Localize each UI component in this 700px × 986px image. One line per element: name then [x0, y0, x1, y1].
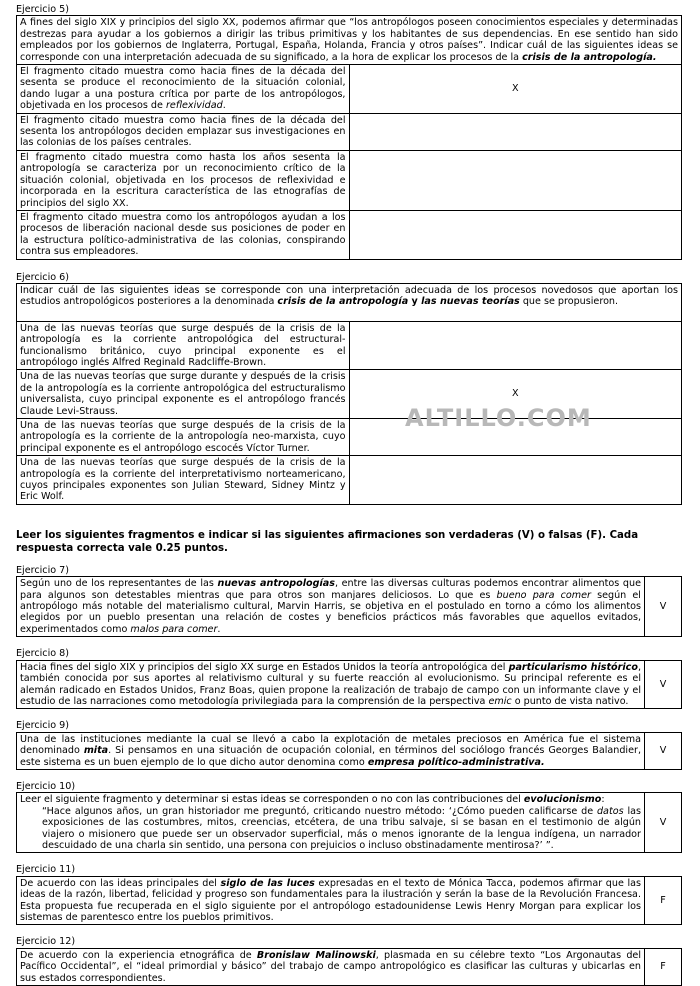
statement-emphasis: mita [83, 745, 109, 757]
statement-text: . Si pensamos en una situación de ocupación colonial, en términos del sociólogo francés Georges Balandier, este sistema es un buen ejemplo de lo que dicho autor denomina como [20, 745, 641, 768]
statement-emphasis: empresa político-administrativa. [367, 756, 545, 768]
exercise-5-option-4[interactable]: El fragmento citado muestra como los antropólogos ayudan a los procesos de liberación nacional desde sus posiciones de poder en la estructura político-administrativa de las colonias, conspirando contra sus empleadores. [17, 210, 350, 259]
exercise-11-answer[interactable]: F [645, 876, 682, 925]
exercise-11-table [16, 876, 682, 926]
exercise-9-answer[interactable]: V [645, 732, 682, 769]
option-text: El fragmento citado muestra como hacia fines de la década del sesenta se produce el reconocimiento de la situación colonial, dando lugar a una postura crítica por parte de los antropólogos, objetivada en los procesos de [20, 66, 346, 112]
exercise-12-table [16, 948, 682, 986]
exercise-8-table [16, 660, 682, 710]
statement-text: , plasmada en su célebre texto “Los Argonautas del Pacífico Occidental”, el “ideal primordial y básico” del trabajo de campo antropológico es clasificar las culturas y ubicarlas en sus estados correspondientes. [20, 949, 642, 984]
exercise-6-option-4-mark[interactable] [349, 456, 682, 505]
watermark: ALTILLO.COM [405, 404, 592, 432]
question-emphasis-2: las nuevas teorías [421, 296, 520, 308]
exercise-12-statement [17, 948, 645, 985]
statement-text: Leer el siguiente fragmento y determinar si estas ideas se corresponden o no con las contribuciones del [20, 794, 524, 806]
exercise-5-option-2-mark[interactable] [349, 113, 682, 150]
exercise-6-option-4[interactable]: Una de las nuevas teorías que surge después de la crisis de la antropología es la corriente del interpretativismo norteamericano, cuyos principales exponentes son Julian Steward, Sidney Mintz y Eric Wolf. [17, 456, 350, 505]
statement-text: Hacia fines del siglo XIX y principios del siglo XX surge en Estados Unidos la teoría antropológica del [20, 661, 509, 673]
exercise-10-intro [20, 794, 641, 805]
statement-text: . [217, 623, 221, 635]
exercise-5-option-1-mark[interactable]: X [349, 65, 682, 114]
quote-emphasis: datos [596, 805, 624, 817]
statement-text: Según uno de los representantes de las [20, 578, 218, 590]
exercise-10-title: Ejercicio 10) [16, 780, 76, 792]
statement-emphasis: emic [488, 695, 512, 707]
statement-text: o punto de vista nativo. [511, 695, 629, 707]
exercise-5-option-2[interactable]: El fragmento citado muestra como hacia fines de la década del sesenta los antropólogos deciden emplazar sus investigaciones en las colonias de los países centrales. [17, 113, 350, 150]
exercise-8-answer[interactable]: V [645, 660, 682, 709]
question-conjunction: y [408, 296, 422, 308]
statement-emphasis: evolucionismo [523, 794, 602, 806]
exercise-6-option-2[interactable]: Una de las nuevas teorías que surge durante y después de la crisis de la antropología es la corriente antropológica del estructuralismo universalista, cuyo principal exponente es el antropólogo francés Claude Levi-Strauss. [17, 370, 350, 419]
statement-text: De acuerdo con la experiencia etnográfica de [20, 949, 257, 961]
exercise-11-statement [17, 876, 645, 925]
statement-emphasis: malos para comer [130, 623, 218, 635]
statement-emphasis: siglo de las luces [220, 877, 315, 889]
question-text: Indicar cuál de las siguientes ideas se corresponde con una interpretación adecuada de los procesos novedosos que aportan los estudios antropológicos posteriores a la denominada [20, 284, 678, 308]
question-emphasis: crisis de la antropología. [522, 51, 657, 63]
exercise-10-statement [17, 793, 645, 853]
exercise-6-option-1[interactable]: Una de las nuevas teorías que surge después de la crisis de la antropología es la corriente antropológica del estructural-funcionalismo británico, cuyo principal exponente es el antropólogo inglés Alfred Reginald Radcliffe-Brown. [17, 321, 350, 370]
exercise-5-option-3[interactable]: El fragmento citado muestra como hasta los años sesenta la antropología se caracteriza por un reconocimiento crítico de la situación colonial, objetivada en los procesos de reflexividad e incorporada en la escritura característica de las etnografías de principios del siglo XX. [17, 150, 350, 210]
question-text-end: que se propusieron. [519, 296, 619, 308]
statement-text: expresadas en el texto de Mónica Tacca, podemos afirmar que las ideas de la razón, libertad, felicidad y progreso son fundamentales para la ilustración y serán la base de la Revolución Francesa. Esta propuesta fue recuperada en el siglo siguiente por el antropólogo estadounidense Lewis Henry Morgan para explicar los sistemas de parentesco entre los pueblos primitivos. [20, 877, 641, 923]
statement-text: , también conocida por sus aportes al relativismo cultural y su fuerte reacción al evolucionismo. Su principal referente es el alemán radicado en Estados Unidos, Franz Boas, quien propone la realización de trabajo de campo con un informante clave y el estudio de las narraciones como metodología privilegiada para la comprensión de la perspectiva [20, 661, 641, 707]
exercise-6-option-1-mark[interactable] [349, 321, 682, 370]
option-emphasis: reflexividad [165, 100, 223, 112]
exercise-11-title: Ejercicio 11) [16, 864, 76, 876]
exercise-6-question [17, 283, 682, 321]
statement-emphasis: bueno para comer [496, 589, 591, 601]
statement-emphasis: nuevas antropologías [217, 578, 335, 590]
statement-text: , entre las diversas culturas podemos encontrar alimentos que para algunos son detestables mientras que para otros son manjares deliciosos. Lo que es [20, 578, 641, 601]
statement-text: según el antropólogo más notable del materialismo cultural, Marvin Harris, se objetiva en el postulado en torno a cómo los alimentos elegidos por un pueblo presentan una relación de costes y beneficios prácticos más favorables que aquellos evitados, experimentados como [20, 589, 641, 635]
exercise-7-statement [17, 577, 645, 637]
exercise-10-quote [20, 806, 641, 852]
quote-text: las exposiciones de las costumbres, mitos, creencias, etcétera, de una tribu salvaje, si se basan en el testimonio de algún viajero o misionero que puede ser un observador superficial, más o menos ignorante de la lengua indígena, un narrador descuidado de una charla sin sentido, una persona con prejuicios o incluso obstinadamente mentirosa?’ ”. [42, 805, 641, 851]
exercise-10-answer[interactable]: V [645, 793, 682, 853]
exercise-6-option-2-mark[interactable]: X [349, 370, 682, 419]
option-text-end: . [222, 100, 226, 112]
statement-text: : [601, 794, 605, 806]
exercise-12-title: Ejercicio 12) [16, 936, 76, 948]
exercise-9-statement [17, 732, 645, 769]
exercise-5-option-3-mark[interactable] [349, 150, 682, 210]
exercise-5-table [16, 15, 682, 259]
question-emphasis-1: crisis de la antropología [277, 296, 409, 308]
statement-text: Una de las instituciones mediante la cual se llevó a cabo la explotación de metales preciosos en América fue el sistema denominado [20, 733, 641, 757]
exercise-12-answer[interactable]: F [645, 948, 682, 985]
exercise-5-option-4-mark[interactable] [349, 210, 682, 259]
question-text: A fines del siglo XIX y principios del siglo XX, podemos afirmar que “los antropólogos poseen conocimientos especiales y determinadas destrezas para ayudar a los gobiernos a dirigir las tribus primitivas y los habitantes de sus dependencias. En ese sentido han sido empleados por los gobiernos de Inglaterra, Portugal, España, Holanda, Francia y otros países”. Indicar cuál de las siguientes ideas se corresponde con una interpretación adecuada de su significado, a la hora de explicar los procesos de la [20, 17, 678, 63]
exercise-8-title: Ejercicio 8) [16, 648, 70, 660]
exercise-5-option-1[interactable] [17, 65, 350, 114]
statement-emphasis: Bronislaw Malinowski [256, 949, 376, 961]
instructions: Leer los siguientes fragmentos e indicar si las siguientes afirmaciones son verdaderas (V) o falsas (F). Cada respuesta correcta vale 0.25 puntos. [16, 529, 639, 554]
exercise-6-title: Ejercicio 6) [16, 271, 70, 283]
exercise-7-title: Ejercicio 7) [16, 564, 70, 576]
exercise-6-option-3[interactable]: Una de las nuevas teorías que surge después de la crisis de la antropología es la corriente de la antropología neo-marxista, cuyo principal exponente es el antropólogo escocés Víctor Turner. [17, 419, 350, 456]
exercise-10-table [16, 792, 682, 853]
exercise-7-table [16, 576, 682, 637]
exercise-6-table [16, 283, 682, 505]
statement-emphasis: particularismo histórico [508, 661, 638, 673]
exercise-9-table [16, 732, 682, 770]
exercise-5-question [17, 16, 682, 65]
exercise-7-answer[interactable]: V [645, 577, 682, 637]
statement-text: De acuerdo con las ideas principales del [20, 877, 221, 889]
quote-text: “Hace algunos años, un gran historiador me preguntó, criticando nuestro método: ‘¿Cómo pueden calificarse de [42, 805, 597, 817]
exercise-8-statement [17, 660, 645, 709]
exercise-9-title: Ejercicio 9) [16, 720, 70, 732]
exercise-5-title: Ejercicio 5) [16, 4, 70, 15]
